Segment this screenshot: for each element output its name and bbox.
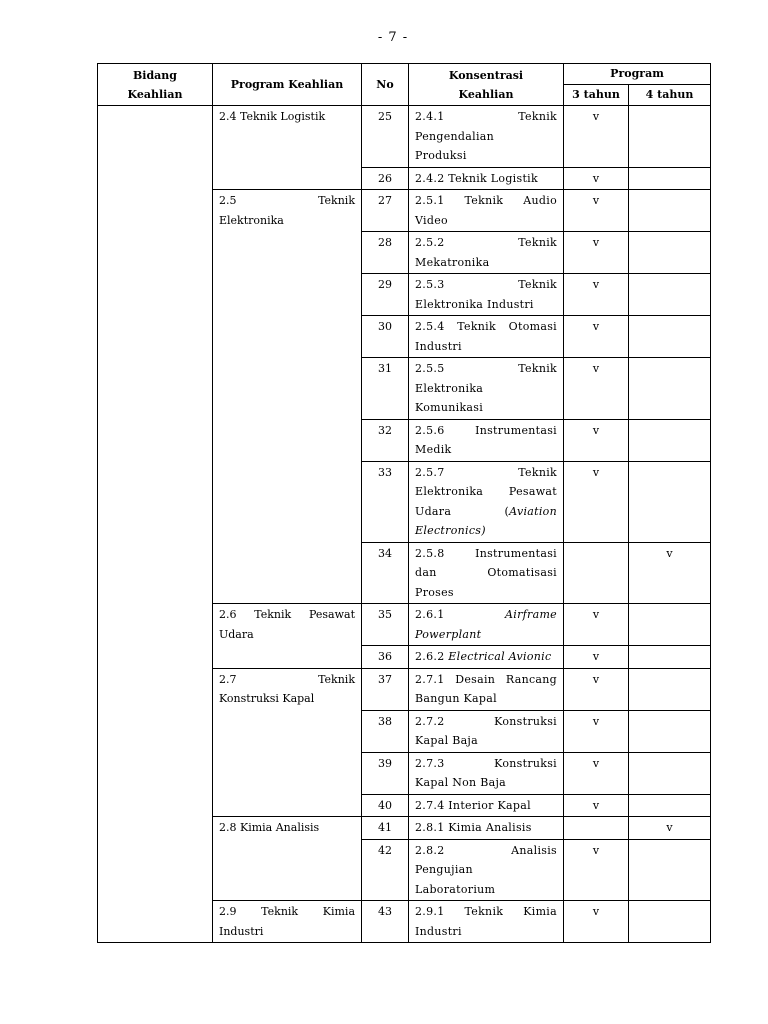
program-4-tahun-mark <box>629 710 711 752</box>
program-3-tahun-mark: v <box>564 710 629 752</box>
program-3-tahun-mark: v <box>564 668 629 710</box>
text-line: Elektronika Pesawat <box>415 485 557 498</box>
no-cell: 35 <box>362 604 409 646</box>
konsentrasi-keahlian-cell <box>409 461 564 542</box>
konsentrasi-keahlian-cell <box>409 668 564 710</box>
text-line: Pengujian <box>415 863 473 876</box>
program-keahlian-cell <box>213 106 362 190</box>
text-line: Proses <box>415 585 454 599</box>
bidang-keahlian-cell <box>98 106 213 943</box>
program-keahlian-cell <box>213 901 362 943</box>
konsentrasi-keahlian-cell <box>409 752 564 794</box>
program-keahlian-line: 2.6 Teknik Pesawat <box>219 608 355 621</box>
konsentrasi-keahlian-cell <box>409 274 564 316</box>
text-line: Mekatronika <box>415 255 490 269</box>
text-line: 2.4.1 Teknik <box>415 110 557 123</box>
program-4-tahun-mark <box>629 461 711 542</box>
text-line: dan Otomatisasi <box>415 566 557 579</box>
konsentrasi-keahlian-cell <box>409 604 564 646</box>
no-cell: 40 <box>362 794 409 817</box>
page-number: - 7 - <box>377 30 409 45</box>
text-line: Produksi <box>415 149 467 162</box>
program-3-tahun-mark: v <box>564 461 629 542</box>
program-keahlian-line: Elektronika <box>219 213 284 227</box>
program-3-tahun-mark: v <box>564 274 629 316</box>
text-line: 2.5.8 Instrumentasi <box>415 546 557 560</box>
program-4-tahun-mark <box>629 901 711 943</box>
program-4-tahun-mark <box>629 646 711 669</box>
no-cell: 34 <box>362 542 409 604</box>
program-keahlian-cell <box>213 190 362 604</box>
header-konsentrasi-line-1: Konsentrasi <box>448 68 524 82</box>
no-cell: 41 <box>362 817 409 840</box>
no-cell: 36 <box>362 646 409 669</box>
program-3-tahun-mark: v <box>564 604 629 646</box>
text-line: Kapal Baja <box>415 734 479 747</box>
text-line: 2.7.1 Desain Rancang <box>415 672 557 686</box>
program-3-tahun-mark <box>564 817 629 840</box>
konsentrasi-keahlian-cell <box>409 358 564 420</box>
konsentrasi-keahlian-cell <box>409 316 564 358</box>
program-3-tahun-mark: v <box>564 316 629 358</box>
text-line: 2.6.2 Electrical Avionic <box>415 650 552 663</box>
program-3-tahun-mark: v <box>564 839 629 901</box>
program-keahlian-line: 2.9 Teknik Kimia <box>219 905 355 918</box>
table-body <box>98 106 711 943</box>
text-line: Udara (Aviation <box>415 504 557 518</box>
no-cell: 28 <box>362 232 409 274</box>
program-4-tahun-mark <box>629 316 711 358</box>
no-cell: 31 <box>362 358 409 420</box>
text-line: Bangun Kapal <box>415 692 497 705</box>
text-line: 2.8.2 Analisis <box>415 843 557 857</box>
header-konsentrasi-keahlian <box>409 64 564 106</box>
program-4-tahun-mark: v <box>629 542 711 604</box>
no-cell: 42 <box>362 839 409 901</box>
program-3-tahun-mark: v <box>564 419 629 461</box>
header-3-tahun: 3 tahun <box>564 85 629 106</box>
table-row <box>98 106 711 168</box>
text-line: 2.9.1 Teknik Kimia <box>415 905 557 918</box>
program-3-tahun-mark: v <box>564 794 629 817</box>
konsentrasi-keahlian-cell <box>409 419 564 461</box>
text-line: 2.5.7 Teknik <box>415 465 557 479</box>
header-konsentrasi-line-2: Keahlian <box>458 87 514 101</box>
program-table <box>97 63 711 943</box>
program-4-tahun-mark <box>629 839 711 901</box>
header-bidang-keahlian <box>98 64 213 106</box>
text-line: Industri <box>415 339 462 353</box>
text-line: Komunikasi <box>415 401 484 414</box>
no-cell: 30 <box>362 316 409 358</box>
header-program: Program <box>564 64 711 85</box>
text-line: Electronics) <box>415 524 486 537</box>
text-line: 2.7.2 Konstruksi <box>415 714 557 728</box>
text-line: Laboratorium <box>415 882 496 896</box>
text-line: 2.7.3 Konstruksi <box>415 756 557 770</box>
program-3-tahun-mark: v <box>564 106 629 168</box>
text-line: Medik <box>415 443 452 456</box>
text-line: Powerplant <box>415 627 482 641</box>
no-cell: 37 <box>362 668 409 710</box>
program-keahlian-cell <box>213 668 362 817</box>
no-cell: 43 <box>362 901 409 943</box>
text-line: Kapal Non Baja <box>415 776 507 789</box>
program-4-tahun-mark <box>629 794 711 817</box>
text-line: Industri <box>415 924 462 938</box>
program-keahlian-line: 2.4 Teknik Logistik <box>219 110 326 123</box>
program-4-tahun-mark <box>629 167 711 190</box>
text-line: Pengendalian <box>415 129 495 143</box>
program-keahlian-line: Konstruksi Kapal <box>219 692 315 705</box>
text-line: 2.5.6 Instrumentasi <box>415 423 557 437</box>
text-line: 2.4.2 Teknik Logistik <box>415 171 538 185</box>
program-keahlian-line: Industri <box>219 924 264 938</box>
program-4-tahun-mark <box>629 274 711 316</box>
text-line: 2.5.3 Teknik <box>415 278 557 291</box>
program-3-tahun-mark: v <box>564 358 629 420</box>
no-cell: 39 <box>362 752 409 794</box>
text-line: Video <box>415 213 448 227</box>
no-cell: 29 <box>362 274 409 316</box>
program-4-tahun-mark <box>629 752 711 794</box>
program-4-tahun-mark: v <box>629 817 711 840</box>
program-4-tahun-mark <box>629 358 711 420</box>
no-cell: 25 <box>362 106 409 168</box>
header-program-keahlian: Program Keahlian <box>213 64 362 106</box>
program-3-tahun-mark <box>564 542 629 604</box>
header-bidang-line-2: Keahlian <box>127 88 183 101</box>
text-line: 2.6.1 Airframe <box>415 608 557 621</box>
program-4-tahun-mark <box>629 232 711 274</box>
text-line: 2.5.2 Teknik <box>415 236 557 249</box>
konsentrasi-keahlian-cell <box>409 817 564 840</box>
program-3-tahun-mark: v <box>564 752 629 794</box>
header-no: No <box>362 64 409 106</box>
program-4-tahun-mark <box>629 106 711 168</box>
program-3-tahun-mark: v <box>564 190 629 232</box>
konsentrasi-keahlian-cell <box>409 232 564 274</box>
program-keahlian-cell <box>213 604 362 669</box>
konsentrasi-keahlian-cell <box>409 839 564 901</box>
no-cell: 32 <box>362 419 409 461</box>
program-4-tahun-mark <box>629 190 711 232</box>
no-cell: 38 <box>362 710 409 752</box>
konsentrasi-keahlian-cell <box>409 167 564 190</box>
no-cell: 26 <box>362 167 409 190</box>
text-line: 2.5.1 Teknik Audio <box>415 194 557 207</box>
program-4-tahun-mark <box>629 604 711 646</box>
no-cell: 33 <box>362 461 409 542</box>
text-line: 2.5.5 Teknik <box>415 362 557 375</box>
header-bidang-line-1: Bidang <box>133 69 177 82</box>
konsentrasi-keahlian-cell <box>409 794 564 817</box>
program-3-tahun-mark: v <box>564 646 629 669</box>
text-line: 2.5.4 Teknik Otomasi <box>415 320 557 333</box>
program-3-tahun-mark: v <box>564 167 629 190</box>
program-keahlian-line: 2.8 Kimia Analisis <box>219 821 320 834</box>
program-4-tahun-mark <box>629 668 711 710</box>
program-keahlian-cell <box>213 817 362 901</box>
program-keahlian-line: Udara <box>219 627 254 641</box>
konsentrasi-keahlian-cell <box>409 646 564 669</box>
program-3-tahun-mark: v <box>564 901 629 943</box>
konsentrasi-keahlian-cell <box>409 542 564 604</box>
header-row-1 <box>98 64 711 85</box>
no-cell: 27 <box>362 190 409 232</box>
text-line: Elektronika Industri <box>415 297 534 311</box>
konsentrasi-keahlian-cell <box>409 106 564 168</box>
text-line: 2.7.4 Interior Kapal <box>415 798 531 812</box>
program-4-tahun-mark <box>629 419 711 461</box>
konsentrasi-keahlian-cell <box>409 710 564 752</box>
program-keahlian-line: 2.5 Teknik <box>219 194 355 207</box>
konsentrasi-keahlian-cell <box>409 190 564 232</box>
text-line: 2.8.1 Kimia Analisis <box>415 821 532 834</box>
konsentrasi-keahlian-cell <box>409 901 564 943</box>
program-keahlian-line: 2.7 Teknik <box>219 672 355 686</box>
text-line: Elektronika <box>415 381 484 395</box>
header-4-tahun: 4 tahun <box>629 85 711 106</box>
program-3-tahun-mark: v <box>564 232 629 274</box>
